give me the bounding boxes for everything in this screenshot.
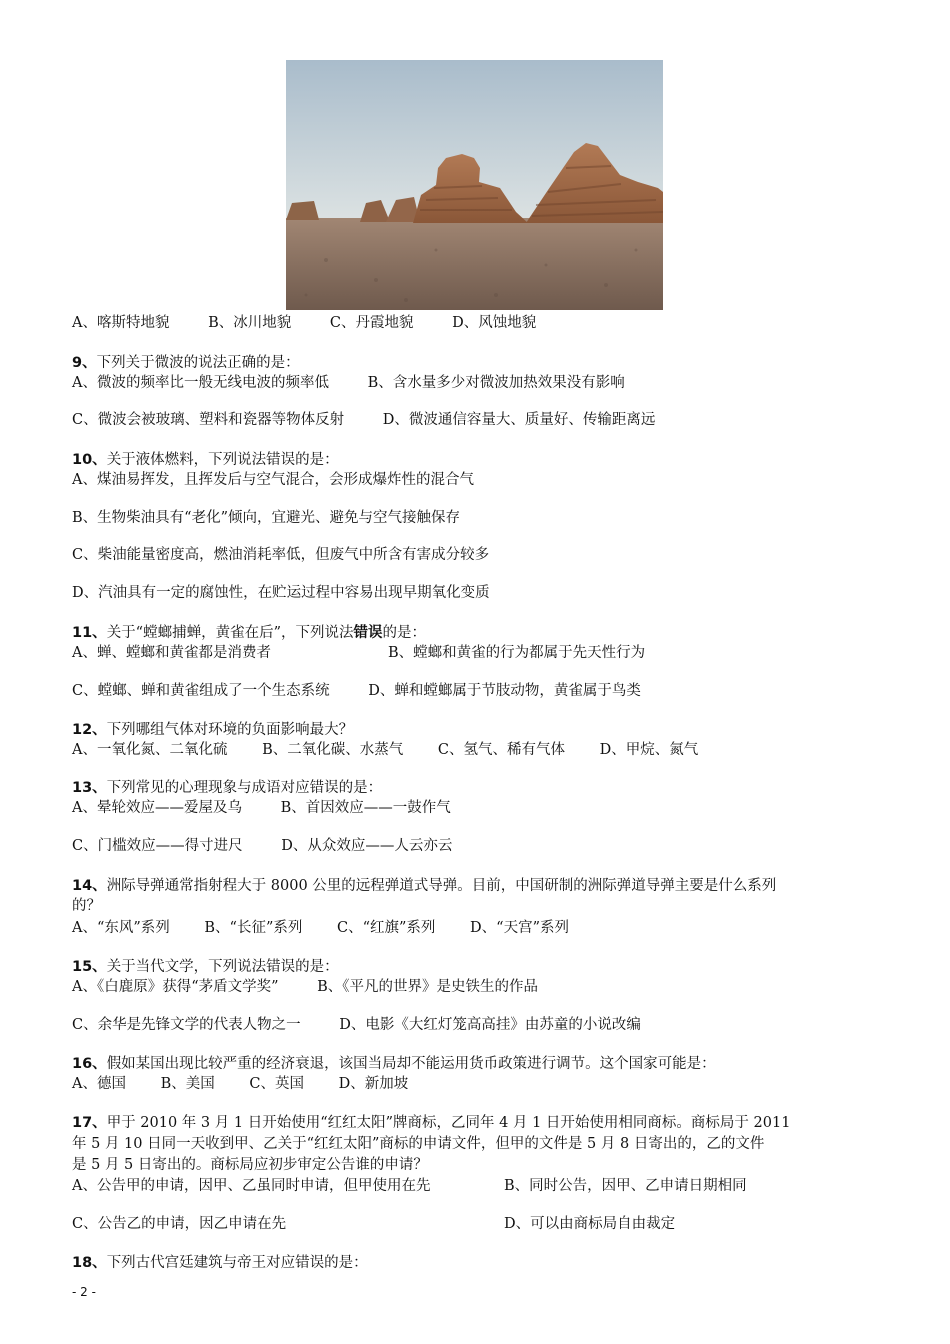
q11-stem-pre: 关于“螳螂捕蝉，黄雀在后”，下列说法: [106, 625, 354, 641]
q9-number: 9、: [72, 355, 97, 371]
q11-option-d[interactable]: D、蝉和螳螂属于节肢动物，黄雀属于鸟类: [368, 683, 641, 699]
q15-options-row2: [72, 1015, 641, 1035]
q17-option-c[interactable]: C、公告乙的申请，因乙申请在先: [72, 1216, 287, 1232]
q17-options-row2: [72, 1214, 675, 1234]
q15-option-c[interactable]: C、余华是先锋文学的代表人物之一: [72, 1017, 301, 1033]
q12-options: [72, 740, 698, 760]
q13-number: 13、: [72, 780, 107, 796]
q9-option-b[interactable]: B、含水量多少对微波加热效果没有影响: [367, 375, 625, 391]
q16-number: 16、: [72, 1056, 107, 1072]
q9-option-d[interactable]: D、微波通信容量大、质量好、传输距离远: [382, 412, 656, 428]
q11-option-c[interactable]: C、螳螂、蝉和黄雀组成了一个生态系统: [72, 683, 330, 699]
desert-yardang-landform-photo: [286, 60, 663, 310]
q14-option-b[interactable]: B、“长征”系列: [204, 920, 303, 936]
q9-stem: [72, 353, 300, 373]
q14-option-a[interactable]: A、“东风”系列: [72, 920, 170, 936]
q17-number: 17、: [72, 1115, 107, 1131]
q12-option-d[interactable]: D、甲烷、氮气: [599, 742, 699, 758]
q10-option-c[interactable]: C、柴油能量密度高，燃油消耗率低，但废气中所含有害成分较多: [72, 547, 490, 563]
q17-option-b[interactable]: B、同时公告，因甲、乙申请日期相同: [504, 1178, 747, 1194]
q9-options-row1: [72, 373, 625, 393]
q15-stem-text: 关于当代文学，下列说法错误的是：: [106, 959, 339, 975]
q15-option-a[interactable]: A、《白鹿原》获得“茅盾文学奖”: [72, 979, 279, 995]
q13-options-row2: [72, 836, 452, 856]
q9-option-a[interactable]: A、微波的频率比一般无线电波的频率低: [72, 375, 329, 391]
page-number: - 2 -: [72, 1285, 96, 1299]
q10-option-a[interactable]: A、煤油易挥发，且挥发后与空气混合，会形成爆炸性的混合气: [72, 472, 474, 488]
q13-option-d[interactable]: D、从众效应——人云亦云: [281, 838, 453, 854]
q17-stem-line1: 甲于 2010 年 3 月 1 日开始使用“红红太阳”牌商标，乙同年 4 月 1 日开始使用相同商标。商标局于 2011: [106, 1115, 791, 1131]
q8-options: [72, 313, 536, 333]
q13-stem-text: 下列常见的心理现象与成语对应错误的是：: [106, 780, 383, 796]
q13-option-c[interactable]: C、门槛效应——得寸进尺: [72, 838, 243, 854]
q16-option-d[interactable]: D、新加坡: [338, 1076, 409, 1092]
q17-stem-line3: 是 5 月 5 日寄出的。商标局应初步审定公告谁的申请？: [72, 1157, 428, 1173]
q17-option-d[interactable]: D、可以由商标局自由裁定: [504, 1216, 676, 1232]
q17-option-a[interactable]: A、公告甲的申请，因甲、乙虽同时申请，但甲使用在先: [72, 1178, 431, 1194]
q9-option-c[interactable]: C、微波会被玻璃、塑料和瓷器等物体反射: [72, 412, 345, 428]
q9-stem-text: 下列关于微波的说法正确的是：: [96, 355, 300, 371]
q16-stem: [72, 1054, 716, 1074]
q8-option-b[interactable]: B、冰川地貌: [208, 315, 292, 331]
q15-option-b[interactable]: B、《平凡的世界》是史铁生的作品: [317, 979, 539, 995]
q17-stem: [72, 1113, 790, 1133]
q11-option-b[interactable]: B、螳螂和黄雀的行为都属于先天性行为: [388, 645, 646, 661]
q12-number: 12、: [72, 722, 107, 738]
q12-stem: [72, 720, 353, 740]
q14-option-c[interactable]: C、“红旗”系列: [337, 920, 436, 936]
q11-number: 11、: [72, 625, 107, 641]
q12-option-b[interactable]: B、二氧化碳、水蒸气: [262, 742, 404, 758]
q12-option-a[interactable]: A、一氧化氮、二氧化硫: [72, 742, 228, 758]
q11-stem: [72, 623, 426, 643]
q15-number: 15、: [72, 959, 107, 975]
q10-stem-text: 关于液体燃料，下列说法错误的是：: [106, 452, 339, 468]
q12-option-c[interactable]: C、氢气、稀有气体: [437, 742, 565, 758]
q8-option-a[interactable]: A、喀斯特地貌: [72, 315, 170, 331]
q15-option-d[interactable]: D、电影《大红灯笼高高挂》由苏童的小说改编: [339, 1017, 641, 1033]
q13-options-row1: [72, 798, 451, 818]
q16-option-a[interactable]: A、德国: [72, 1076, 126, 1092]
q15-stem: [72, 957, 339, 977]
q10-number: 10、: [72, 452, 107, 468]
q14-options: [72, 918, 569, 938]
q18-stem-text: 下列古代宫廷建筑与帝王对应错误的是：: [106, 1255, 368, 1271]
q12-stem-text: 下列哪组气体对环境的负面影响最大？: [106, 722, 354, 738]
q16-options: [72, 1074, 408, 1094]
q18-stem: [72, 1253, 368, 1273]
q11-stem-post: 的是：: [382, 625, 427, 641]
q13-option-b[interactable]: B、首因效应——一鼓作气: [280, 800, 451, 816]
q14-option-d[interactable]: D、“天宫”系列: [470, 920, 569, 936]
q11-stem-emphasis: 错误: [353, 625, 383, 641]
q16-option-c[interactable]: C、英国: [249, 1076, 304, 1092]
q14-stem: [72, 876, 776, 896]
q11-options-row1: [72, 643, 645, 663]
q11-options-row2: [72, 681, 641, 701]
landform-photo: [286, 60, 663, 310]
q8-option-c[interactable]: C、丹霞地貌: [329, 315, 414, 331]
q13-option-a[interactable]: A、晕轮效应——爱屋及乌: [72, 800, 242, 816]
q16-stem-text: 假如某国出现比较严重的经济衰退，该国当局却不能运用货币政策进行调节。这个国家可能是：: [106, 1056, 716, 1072]
q15-options-row1: [72, 977, 538, 997]
q14-number: 14、: [72, 878, 107, 894]
q17-options-row1: [72, 1176, 747, 1196]
q14-stem-line1: 洲际导弹通常指射程大于 8000 公里的远程弹道式导弹。目前，中国研制的洲际弹道导弹主要是什么系列: [106, 878, 777, 894]
q11-option-a[interactable]: A、蝉、螳螂和黄雀都是消费者: [72, 645, 271, 661]
q10-option-b[interactable]: B、生物柴油具有“老化”倾向，宜避光、避免与空气接触保存: [72, 510, 460, 526]
q10-stem: [72, 450, 339, 470]
q17-stem-line2: 年 5 月 10 日同一天收到甲、乙关于“红红太阳”商标的申请文件，但甲的文件是 5 月 8 日寄出的，乙的文件: [72, 1136, 765, 1152]
q8-option-d[interactable]: D、风蚀地貌: [452, 315, 537, 331]
q13-stem: [72, 778, 382, 798]
q10-option-d[interactable]: D、汽油具有一定的腐蚀性，在贮运过程中容易出现早期氧化变质: [72, 585, 490, 601]
q18-number: 18、: [72, 1255, 107, 1271]
q14-stem-line2: 的？: [72, 898, 101, 914]
q9-options-row2: [72, 410, 655, 430]
q16-option-b[interactable]: B、美国: [160, 1076, 215, 1092]
